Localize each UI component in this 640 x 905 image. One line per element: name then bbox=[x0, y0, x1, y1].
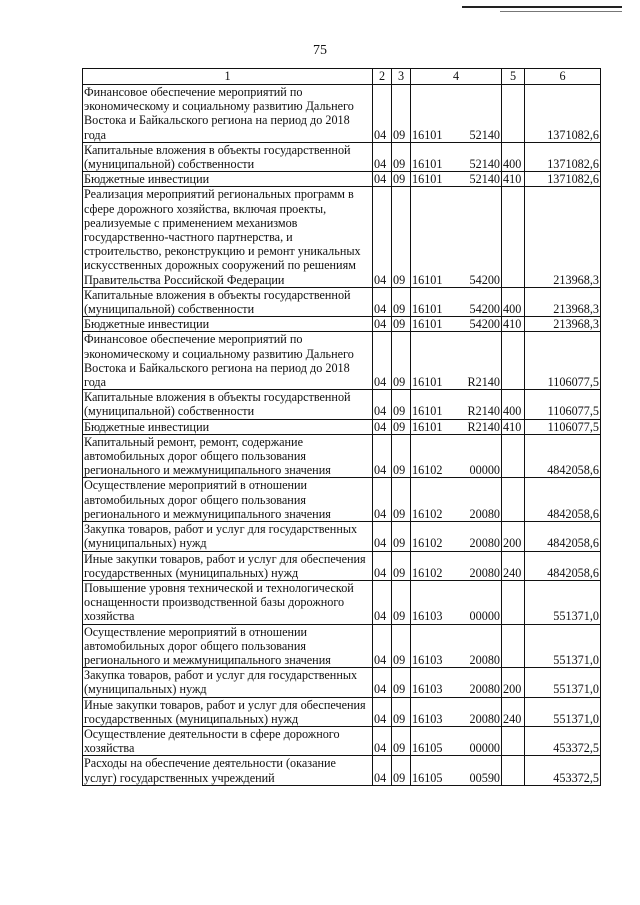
row-program-code: 16105 bbox=[412, 770, 443, 785]
row-amount: 551371,0 bbox=[525, 697, 601, 726]
row-target-article bbox=[411, 522, 502, 551]
row-name: Расходы на обеспечение деятельности (оказание услуг) государственных учреждений bbox=[83, 756, 373, 785]
row-target-article bbox=[411, 142, 502, 171]
row-name: Бюджетные инвестиции bbox=[83, 419, 373, 434]
column-header-5: 5 bbox=[502, 69, 525, 85]
row-name: Иные закупки товаров, работ и услуг для обеспечения государственных (муниципальных) нужд bbox=[83, 551, 373, 580]
row-section: 04 bbox=[373, 478, 392, 522]
row-amount: 213968,3 bbox=[525, 187, 601, 287]
row-name: Бюджетные инвестиции bbox=[83, 317, 373, 332]
row-amount: 1106077,5 bbox=[525, 332, 601, 390]
row-amount: 551371,0 bbox=[525, 668, 601, 697]
table-row bbox=[83, 317, 601, 332]
row-expense-type bbox=[502, 580, 525, 624]
row-target-article bbox=[411, 390, 502, 419]
row-direction-code: R2140 bbox=[467, 404, 500, 419]
row-expense-type bbox=[502, 756, 525, 785]
table-row bbox=[83, 478, 601, 522]
table-row bbox=[83, 624, 601, 668]
row-expense-type bbox=[502, 85, 525, 143]
column-header-3: 3 bbox=[392, 69, 411, 85]
row-amount: 4842058,6 bbox=[525, 434, 601, 478]
top-rule bbox=[462, 6, 622, 8]
row-amount: 453372,5 bbox=[525, 756, 601, 785]
row-amount: 4842058,6 bbox=[525, 522, 601, 551]
row-name: Капитальные вложения в объекты государственной (муниципальной) собственности bbox=[83, 287, 373, 316]
column-header-6: 6 bbox=[525, 69, 601, 85]
row-target-article bbox=[411, 668, 502, 697]
row-target-article bbox=[411, 551, 502, 580]
row-direction-code: 00000 bbox=[469, 463, 500, 478]
row-expense-type: 200 bbox=[502, 522, 525, 551]
row-subsection: 09 bbox=[392, 434, 411, 478]
row-expense-type: 410 bbox=[502, 317, 525, 332]
row-subsection: 09 bbox=[392, 85, 411, 143]
row-name: Финансовое обеспечение мероприятий по экономическому и социальному развитию Дальнего Востока и Байкальского региона на период до 2018 года bbox=[83, 332, 373, 390]
row-section: 04 bbox=[373, 142, 392, 171]
row-target-article bbox=[411, 332, 502, 390]
row-subsection: 09 bbox=[392, 332, 411, 390]
row-program-code: 16103 bbox=[412, 652, 443, 667]
row-section: 04 bbox=[373, 317, 392, 332]
row-expense-type bbox=[502, 478, 525, 522]
row-name: Бюджетные инвестиции bbox=[83, 172, 373, 187]
row-expense-type bbox=[502, 434, 525, 478]
row-direction-code: 52140 bbox=[469, 157, 500, 172]
row-target-article bbox=[411, 697, 502, 726]
row-direction-code: 54200 bbox=[469, 272, 500, 287]
row-subsection: 09 bbox=[392, 390, 411, 419]
row-program-code: 16101 bbox=[412, 375, 443, 390]
row-program-code: 16101 bbox=[412, 127, 443, 142]
table-row bbox=[83, 85, 601, 143]
row-expense-type bbox=[502, 624, 525, 668]
row-target-article bbox=[411, 580, 502, 624]
row-section: 04 bbox=[373, 332, 392, 390]
row-amount: 1371082,6 bbox=[525, 172, 601, 187]
row-program-code: 16102 bbox=[412, 565, 443, 580]
row-section: 04 bbox=[373, 287, 392, 316]
row-program-code: 16102 bbox=[412, 463, 443, 478]
row-program-code: 16103 bbox=[412, 711, 443, 726]
row-section: 04 bbox=[373, 726, 392, 755]
row-program-code: 16101 bbox=[412, 302, 443, 317]
row-program-code: 16102 bbox=[412, 506, 443, 521]
row-direction-code: 00590 bbox=[469, 770, 500, 785]
row-subsection: 09 bbox=[392, 317, 411, 332]
row-amount: 453372,5 bbox=[525, 726, 601, 755]
row-section: 04 bbox=[373, 522, 392, 551]
row-section: 04 bbox=[373, 624, 392, 668]
row-section: 04 bbox=[373, 390, 392, 419]
table-row bbox=[83, 668, 601, 697]
row-subsection: 09 bbox=[392, 580, 411, 624]
row-direction-code: 52140 bbox=[469, 172, 500, 187]
row-expense-type: 410 bbox=[502, 419, 525, 434]
row-name: Капитальные вложения в объекты государственной (муниципальной) собственности bbox=[83, 390, 373, 419]
row-expense-type bbox=[502, 726, 525, 755]
row-direction-code: 20080 bbox=[469, 652, 500, 667]
row-section: 04 bbox=[373, 551, 392, 580]
table-row bbox=[83, 522, 601, 551]
row-target-article bbox=[411, 85, 502, 143]
row-amount: 4842058,6 bbox=[525, 478, 601, 522]
row-direction-code: 52140 bbox=[469, 127, 500, 142]
row-amount: 213968,3 bbox=[525, 317, 601, 332]
row-subsection: 09 bbox=[392, 551, 411, 580]
row-direction-code: R2140 bbox=[467, 375, 500, 390]
table-header-row bbox=[83, 69, 601, 85]
table-row bbox=[83, 726, 601, 755]
row-section: 04 bbox=[373, 434, 392, 478]
row-target-article bbox=[411, 726, 502, 755]
row-direction-code: 54200 bbox=[469, 317, 500, 332]
row-section: 04 bbox=[373, 756, 392, 785]
row-subsection: 09 bbox=[392, 756, 411, 785]
row-direction-code: 20080 bbox=[469, 682, 500, 697]
row-section: 04 bbox=[373, 580, 392, 624]
row-section: 04 bbox=[373, 172, 392, 187]
row-name: Закупка товаров, работ и услуг для государственных (муниципальных) нужд bbox=[83, 668, 373, 697]
row-program-code: 16103 bbox=[412, 682, 443, 697]
table-row bbox=[83, 419, 601, 434]
table-row bbox=[83, 697, 601, 726]
table-row bbox=[83, 172, 601, 187]
column-header-1: 1 bbox=[83, 69, 373, 85]
budget-table bbox=[82, 68, 601, 786]
row-amount: 4842058,6 bbox=[525, 551, 601, 580]
row-amount: 551371,0 bbox=[525, 624, 601, 668]
row-name: Осуществление мероприятий в отношении автомобильных дорог общего пользования регионального и межмуниципального значения bbox=[83, 624, 373, 668]
row-direction-code: 20080 bbox=[469, 506, 500, 521]
row-name: Осуществление мероприятий в отношении автомобильных дорог общего пользования регионального и межмуниципального значения bbox=[83, 478, 373, 522]
row-program-code: 16102 bbox=[412, 536, 443, 551]
row-subsection: 09 bbox=[392, 187, 411, 287]
table-row bbox=[83, 390, 601, 419]
table-row bbox=[83, 187, 601, 287]
row-direction-code: 00000 bbox=[469, 609, 500, 624]
row-subsection: 09 bbox=[392, 172, 411, 187]
row-program-code: 16101 bbox=[412, 157, 443, 172]
row-direction-code: 20080 bbox=[469, 711, 500, 726]
row-program-code: 16101 bbox=[412, 404, 443, 419]
table-row bbox=[83, 756, 601, 785]
row-program-code: 16103 bbox=[412, 609, 443, 624]
column-header-4: 4 bbox=[411, 69, 502, 85]
column-header-2: 2 bbox=[373, 69, 392, 85]
row-amount: 551371,0 bbox=[525, 580, 601, 624]
row-name: Повышение уровня технической и технологической оснащенности производственной базы дорожного хозяйства bbox=[83, 580, 373, 624]
row-program-code: 16101 bbox=[412, 172, 443, 187]
row-name: Иные закупки товаров, работ и услуг для обеспечения государственных (муниципальных) нужд bbox=[83, 697, 373, 726]
row-subsection: 09 bbox=[392, 697, 411, 726]
row-target-article bbox=[411, 419, 502, 434]
row-expense-type: 240 bbox=[502, 551, 525, 580]
table-row bbox=[83, 332, 601, 390]
row-program-code: 16101 bbox=[412, 272, 443, 287]
table-row bbox=[83, 434, 601, 478]
row-amount: 1371082,6 bbox=[525, 142, 601, 171]
row-expense-type bbox=[502, 187, 525, 287]
row-subsection: 09 bbox=[392, 668, 411, 697]
row-expense-type: 400 bbox=[502, 142, 525, 171]
row-target-article bbox=[411, 434, 502, 478]
row-target-article bbox=[411, 624, 502, 668]
row-target-article bbox=[411, 756, 502, 785]
row-direction-code: 00000 bbox=[469, 741, 500, 756]
row-amount: 213968,3 bbox=[525, 287, 601, 316]
row-direction-code: 54200 bbox=[469, 302, 500, 317]
row-program-code: 16105 bbox=[412, 741, 443, 756]
table-row bbox=[83, 287, 601, 316]
page-number: 75 bbox=[313, 43, 327, 58]
row-program-code: 16101 bbox=[412, 419, 443, 434]
row-subsection: 09 bbox=[392, 419, 411, 434]
row-direction-code: 20080 bbox=[469, 565, 500, 580]
row-name: Реализация мероприятий региональных программ в сфере дорожного хозяйства, включая проекты, реализуемые с применением механизмов государственно-частного партнерства, и строительство, реконструкцию и ремонт уникальных искусственных дорожных сооружений по решениям Правительства Российской Федерации bbox=[83, 187, 373, 287]
table-row bbox=[83, 551, 601, 580]
row-section: 04 bbox=[373, 85, 392, 143]
row-program-code: 16101 bbox=[412, 317, 443, 332]
table-row bbox=[83, 142, 601, 171]
row-subsection: 09 bbox=[392, 522, 411, 551]
row-amount: 1106077,5 bbox=[525, 419, 601, 434]
row-section: 04 bbox=[373, 668, 392, 697]
row-expense-type: 400 bbox=[502, 287, 525, 316]
row-target-article bbox=[411, 287, 502, 316]
row-name: Закупка товаров, работ и услуг для государственных (муниципальных) нужд bbox=[83, 522, 373, 551]
row-name: Осуществление деятельности в сфере дорожного хозяйства bbox=[83, 726, 373, 755]
row-direction-code: R2140 bbox=[467, 419, 500, 434]
table-row bbox=[83, 580, 601, 624]
row-subsection: 09 bbox=[392, 478, 411, 522]
row-expense-type: 400 bbox=[502, 390, 525, 419]
row-expense-type: 200 bbox=[502, 668, 525, 697]
row-direction-code: 20080 bbox=[469, 536, 500, 551]
row-section: 04 bbox=[373, 697, 392, 726]
row-expense-type: 410 bbox=[502, 172, 525, 187]
top-rule-secondary bbox=[500, 11, 622, 12]
row-subsection: 09 bbox=[392, 142, 411, 171]
row-name: Финансовое обеспечение мероприятий по экономическому и социальному развитию Дальнего Востока и Байкальского региона на период до 2018 года bbox=[83, 85, 373, 143]
row-expense-type: 240 bbox=[502, 697, 525, 726]
row-name: Капитальные вложения в объекты государственной (муниципальной) собственности bbox=[83, 142, 373, 171]
row-name: Капитальный ремонт, ремонт, содержание автомобильных дорог общего пользования регионального и межмуниципального значения bbox=[83, 434, 373, 478]
row-subsection: 09 bbox=[392, 726, 411, 755]
row-target-article bbox=[411, 172, 502, 187]
row-target-article bbox=[411, 187, 502, 287]
row-subsection: 09 bbox=[392, 287, 411, 316]
row-subsection: 09 bbox=[392, 624, 411, 668]
row-section: 04 bbox=[373, 419, 392, 434]
row-amount: 1371082,6 bbox=[525, 85, 601, 143]
row-target-article bbox=[411, 317, 502, 332]
row-section: 04 bbox=[373, 187, 392, 287]
row-expense-type bbox=[502, 332, 525, 390]
row-amount: 1106077,5 bbox=[525, 390, 601, 419]
row-target-article bbox=[411, 478, 502, 522]
